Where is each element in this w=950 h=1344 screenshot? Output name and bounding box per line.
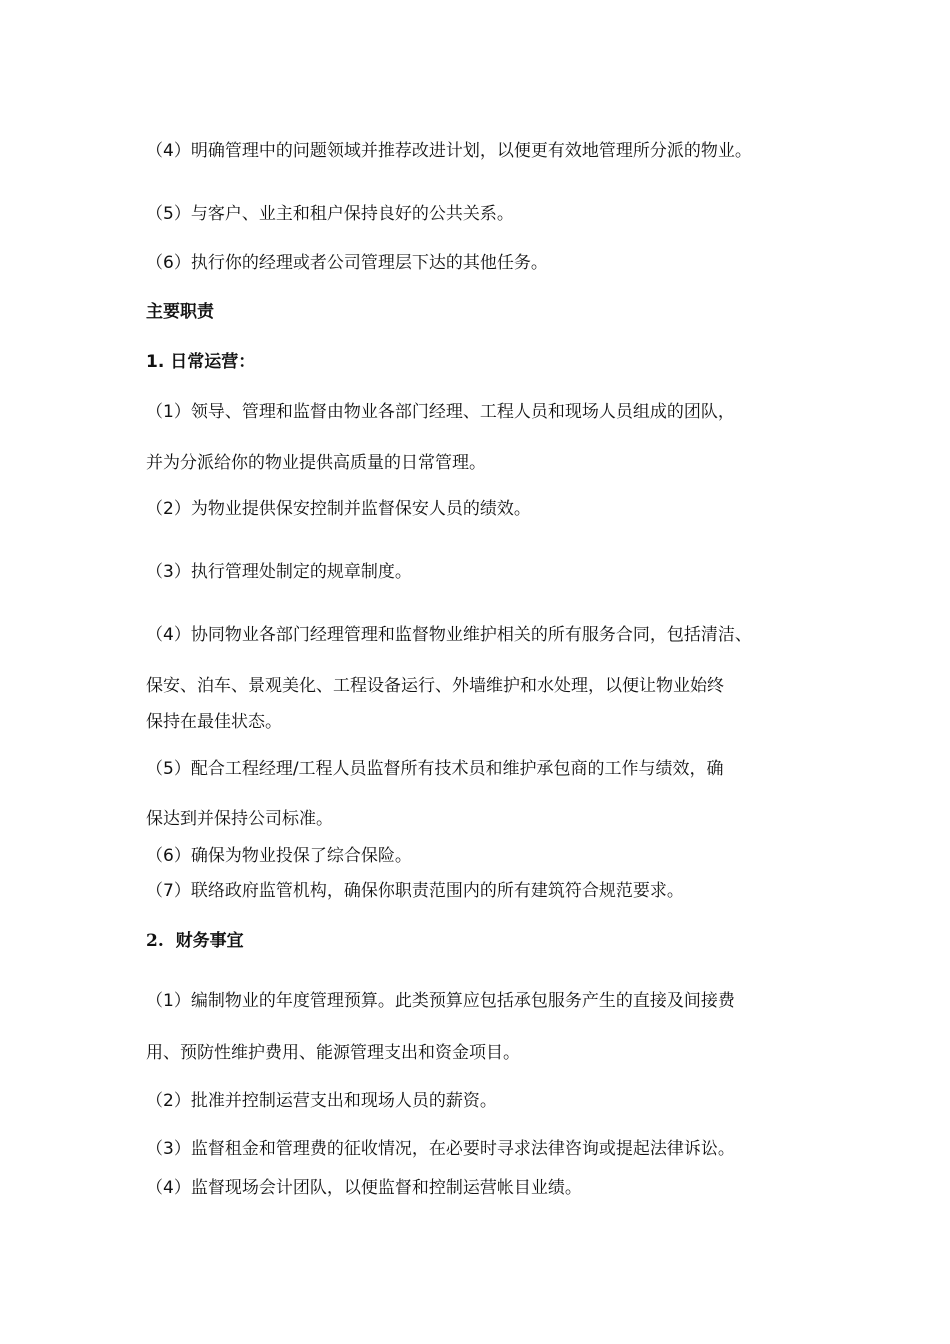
section-2-title-text: 财务事宜 [175, 931, 244, 951]
section-2-item-1-line-2: 用、预防性维护费用、能源管理支出和资金项目。 [146, 1043, 520, 1063]
intro-item-6: （6）执行你的经理或者公司管理层下达的其他任务。 [146, 253, 548, 273]
intro-item-4: （4）明确管理中的问题领域并推荐改进计划，以便更有效地管理所分派的物业。 [146, 141, 752, 161]
section-1-item-6: （6）确保为物业投保了综合保险。 [146, 846, 412, 866]
section-1-item-7: （7）联络政府监管机构，确保你职责范围内的所有建筑符合规范要求。 [146, 881, 684, 901]
section-2-number: 2. [146, 931, 164, 951]
section-1-item-1-line-1: （1）领导、管理和监督由物业各部门经理、工程人员和现场人员组成的团队， [146, 402, 735, 422]
section-1-item-3: （3）执行管理处制定的规章制度。 [146, 562, 412, 582]
section-2-item-4: （4）监督现场会计团队，以便监督和控制运营帐目业绩。 [146, 1178, 582, 1198]
section-1-item-4-line-3: 保持在最佳状态。 [146, 712, 282, 732]
main-heading: 主要职责 [146, 302, 214, 322]
section-1-item-1-line-2: 并为分派给你的物业提供高质量的日常管理。 [146, 453, 486, 473]
section-1-item-5-line-2: 保达到并保持公司标准。 [146, 809, 333, 829]
section-2-item-1-line-1: （1）编制物业的年度管理预算。此类预算应包括承包服务产生的直接及间接费 [146, 991, 735, 1011]
section-1-title: 1. 日常运营： [146, 352, 256, 372]
section-1-item-4-line-2: 保安、泊车、景观美化、工程设备运行、外墙维护和水处理，以便让物业始终 [146, 676, 724, 696]
section-2-title [146, 930, 244, 952]
section-2-item-2: （2）批准并控制运营支出和现场人员的薪资。 [146, 1091, 497, 1111]
section-2-item-3: （3）监督租金和管理费的征收情况，在必要时寻求法律咨询或提起法律诉讼。 [146, 1139, 735, 1159]
intro-item-5: （5）与客户、业主和租户保持良好的公共关系。 [146, 204, 514, 224]
section-1-item-4-line-1: （4）协同物业各部门经理管理和监督物业维护相关的所有服务合同，包括清洁、 [146, 625, 752, 645]
section-1-item-5-line-1: （5）配合工程经理/工程人员监督所有技术员和维护承包商的工作与绩效，确 [146, 759, 724, 779]
section-1-item-2: （2）为物业提供保安控制并监督保安人员的绩效。 [146, 499, 531, 519]
